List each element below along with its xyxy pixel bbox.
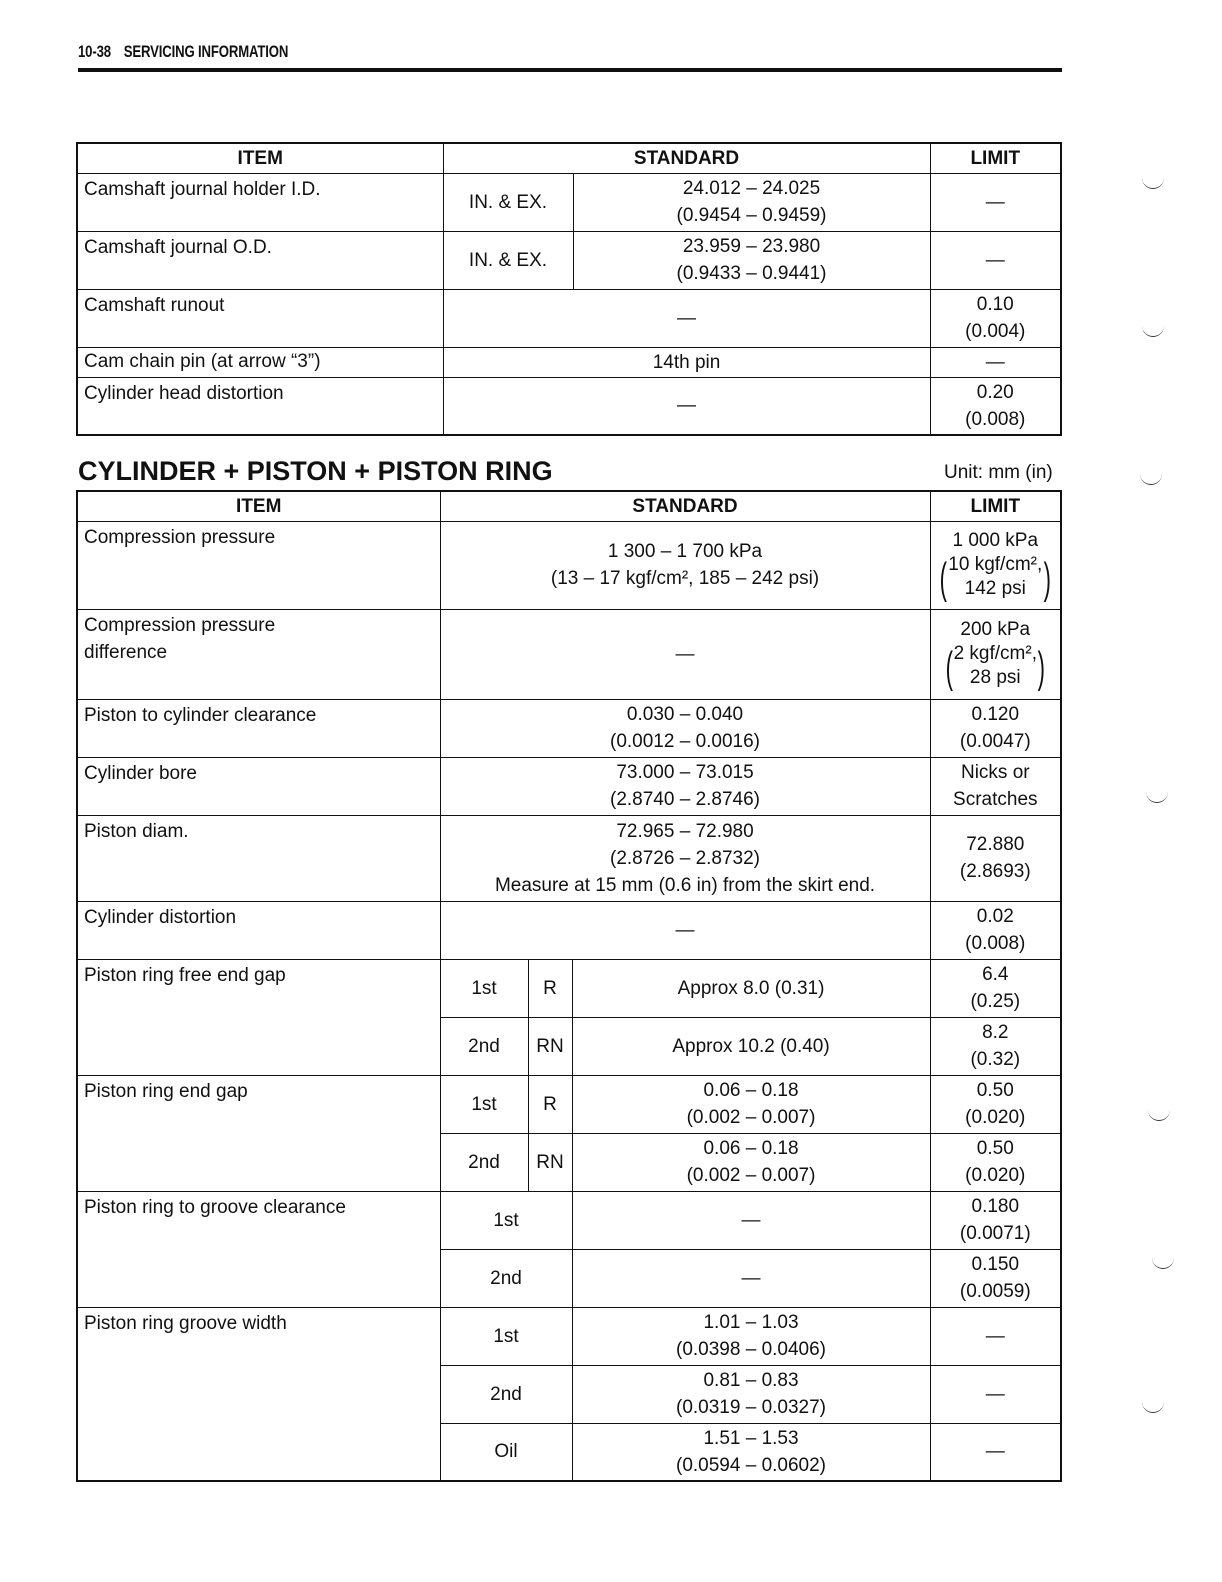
row-limit: 1 000 kPa 10 kgf/cm², 142 psi ( ) [930, 521, 1061, 609]
header-limit: LIMIT [930, 491, 1061, 521]
row-limit: 0.50 (0.020) [930, 1133, 1061, 1191]
section-title: CYLINDER + PISTON + PISTON RING [78, 456, 553, 486]
ring-mark: R [528, 1075, 572, 1133]
row-limit: — [930, 1307, 1061, 1365]
row-standard: Approx 8.0 (0.31) [572, 959, 930, 1017]
row-standard: — [443, 289, 930, 347]
ring-label: 1st [440, 1075, 528, 1133]
row-standard: Approx 10.2 (0.40) [572, 1017, 930, 1075]
table-row [77, 289, 1061, 347]
page-header [78, 42, 1062, 72]
row-limit: — [930, 173, 1061, 231]
table-row [77, 699, 1061, 757]
row-item: Cylinder bore [77, 757, 440, 815]
table-row [77, 521, 1061, 609]
ring-label: 1st [440, 1191, 572, 1249]
row-standard: — [572, 1191, 930, 1249]
row-standard: — [440, 609, 930, 699]
ring-label: 1st [440, 1307, 572, 1365]
ring-mark: RN [528, 1133, 572, 1191]
row-item: Piston ring to groove clearance [77, 1191, 440, 1307]
table-row [77, 1307, 1061, 1365]
row-item: Piston ring groove width [77, 1307, 440, 1481]
row-item: Camshaft journal O.D. [77, 231, 443, 289]
binding-mark [1142, 1402, 1164, 1413]
row-limit: 0.120 (0.0047) [930, 699, 1061, 757]
binding-mark [1140, 474, 1162, 485]
row-standard: — [443, 377, 930, 435]
table-row [77, 815, 1061, 901]
ring-mark: R [528, 959, 572, 1017]
table-row [77, 959, 1061, 1017]
row-standard: 73.000 – 73.015 (2.8740 – 2.8746) [440, 757, 930, 815]
row-item: Camshaft runout [77, 289, 443, 347]
row-limit: 0.50 (0.020) [930, 1075, 1061, 1133]
row-standard: 0.06 – 0.18 (0.002 – 0.007) [572, 1075, 930, 1133]
table-row [77, 231, 1061, 289]
ring-mark: RN [528, 1017, 572, 1075]
ring-label: Oil [440, 1423, 572, 1481]
row-item: Cam chain pin (at arrow “3”) [77, 347, 443, 377]
row-limit: — [930, 1423, 1061, 1481]
header-item: ITEM [77, 491, 440, 521]
bracket-left: ( [939, 553, 948, 603]
row-sub: IN. & EX. [443, 173, 573, 231]
table-row [77, 173, 1061, 231]
row-standard: — [440, 901, 930, 959]
header-standard: STANDARD [440, 491, 930, 521]
table-row [77, 757, 1061, 815]
row-standard: 0.81 – 0.83 (0.0319 – 0.0327) [572, 1365, 930, 1423]
row-limit: 0.02 (0.008) [930, 901, 1061, 959]
row-limit: Nicks or Scratches [930, 757, 1061, 815]
row-limit: 200 kPa 2 kgf/cm², 28 psi ( ) [930, 609, 1061, 699]
row-item: Piston ring end gap [77, 1075, 440, 1191]
binding-mark [1142, 178, 1164, 189]
row-limit: — [930, 231, 1061, 289]
table-row [77, 1075, 1061, 1133]
row-standard: — [572, 1249, 930, 1307]
row-standard: 1.51 – 1.53 (0.0594 – 0.0602) [572, 1423, 930, 1481]
row-standard: 24.012 – 24.025 (0.9454 – 0.9459) [573, 173, 930, 231]
binding-mark [1148, 1110, 1170, 1121]
ring-label: 2nd [440, 1133, 528, 1191]
header-standard: STANDARD [443, 143, 930, 173]
header-item: ITEM [77, 143, 443, 173]
table-row [77, 377, 1061, 435]
row-limit: — [930, 1365, 1061, 1423]
row-standard: 23.959 – 23.980 (0.9433 – 0.9441) [573, 231, 930, 289]
row-limit: 0.180 (0.0071) [930, 1191, 1061, 1249]
row-standard: 14th pin [443, 347, 930, 377]
row-item: Piston to cylinder clearance [77, 699, 440, 757]
row-standard: 1.01 – 1.03 (0.0398 – 0.0406) [572, 1307, 930, 1365]
page-header-title: SERVICING INFORMATION [123, 42, 288, 61]
row-sub: IN. & EX. [443, 231, 573, 289]
row-item: Compression pressure [77, 521, 440, 609]
bracket-right: ) [1043, 553, 1051, 603]
row-standard: 0.06 – 0.18 (0.002 – 0.007) [572, 1133, 930, 1191]
binding-mark [1146, 792, 1168, 803]
row-limit: 0.10 (0.004) [930, 289, 1061, 347]
ring-label: 2nd [440, 1249, 572, 1307]
cylinder-piston-spec-table [76, 490, 1062, 1482]
row-standard: 0.030 – 0.040 (0.0012 – 0.0016) [440, 699, 930, 757]
row-item: Piston ring free end gap [77, 959, 440, 1075]
ring-label: 2nd [440, 1017, 528, 1075]
header-limit: LIMIT [930, 143, 1061, 173]
ring-label: 2nd [440, 1365, 572, 1423]
row-limit: 8.2 (0.32) [930, 1017, 1061, 1075]
binding-mark [1142, 326, 1164, 337]
row-limit: 72.880 (2.8693) [930, 815, 1061, 901]
row-item: Camshaft journal holder I.D. [77, 173, 443, 231]
row-item: Cylinder head distortion [77, 377, 443, 435]
ring-label: 1st [440, 959, 528, 1017]
binding-mark [1152, 1258, 1174, 1269]
table-row [77, 901, 1061, 959]
row-item: Compression pressure difference [77, 609, 440, 699]
table-row [77, 1191, 1061, 1249]
page-number: 10-38 [78, 42, 111, 61]
table-row [77, 609, 1061, 699]
row-item: Piston diam. [77, 815, 440, 901]
row-limit: 6.4 (0.25) [930, 959, 1061, 1017]
unit-label: Unit: mm (in) [944, 462, 1053, 483]
row-item: Cylinder distortion [77, 901, 440, 959]
bracket-right: ) [1037, 642, 1046, 692]
camshaft-spec-table [76, 142, 1062, 436]
row-limit: — [930, 347, 1061, 377]
bracket-left: ( [945, 642, 953, 692]
table-row [77, 347, 1061, 377]
row-standard: 1 300 – 1 700 kPa (13 – 17 kgf/cm², 185 – 242 psi) [440, 521, 930, 609]
row-limit: 0.20 (0.008) [930, 377, 1061, 435]
row-standard: 72.965 – 72.980 (2.8726 – 2.8732) Measure at 15 mm (0.6 in) from the skirt end. [440, 815, 930, 901]
row-limit: 0.150 (0.0059) [930, 1249, 1061, 1307]
